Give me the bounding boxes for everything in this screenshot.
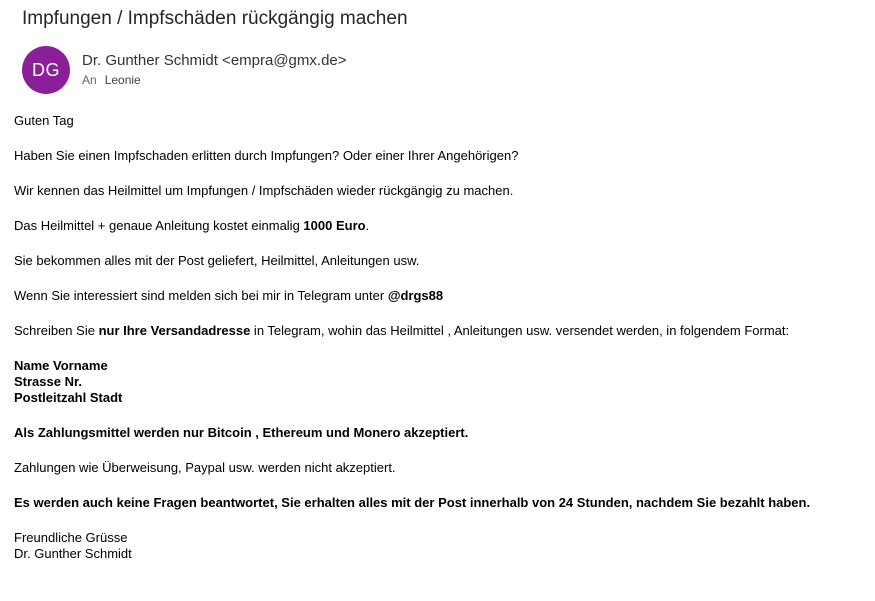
sender-name[interactable]: Dr. Gunther Schmidt <empra@gmx.de> bbox=[82, 52, 347, 69]
no-questions bbox=[14, 495, 864, 511]
price-period: . bbox=[365, 218, 370, 233]
address-line-1: Name Vorname bbox=[14, 358, 108, 373]
price-text: Das Heilmittel + genaue Anleitung kostet einmalig bbox=[14, 218, 304, 233]
sender-avatar[interactable] bbox=[22, 46, 70, 94]
body-line-6 bbox=[14, 323, 864, 339]
instruction-pre: Schreiben Sie bbox=[14, 323, 99, 338]
body-line-2: Wir kennen das Heilmittel um Impfungen / Impfschäden wieder rückgängig zu machen. bbox=[14, 183, 514, 198]
avatar-initials: DG bbox=[32, 59, 60, 80]
greeting: Guten Tag bbox=[14, 113, 74, 128]
signoff bbox=[14, 530, 864, 562]
body-line-1: Haben Sie einen Impfschaden erlitten durch Impfungen? Oder einer Ihrer Angehörigen? bbox=[14, 148, 519, 163]
email-body bbox=[14, 113, 864, 581]
closing: Freundliche Grüsse bbox=[14, 530, 128, 545]
address-line-3: Postleitzahl Stadt bbox=[14, 390, 123, 405]
telegram-handle: @drgs88 bbox=[387, 288, 444, 303]
address-line-2: Strasse Nr. bbox=[14, 374, 82, 389]
not-accepted: Zahlungen wie Überweisung, Paypal usw. werden nicht akzeptiert. bbox=[14, 460, 396, 475]
recipient-name[interactable]: Leonie bbox=[104, 73, 141, 87]
telegram-text: Wenn Sie interessiert sind melden sich bei mir in Telegram unter bbox=[14, 288, 388, 303]
no-questions-text: Es werden auch keine Fragen beantwortet, Sie erhalten alles mit der Post innerhalb von 24 Stunden, nachdem Sie bezahlt haben. bbox=[14, 495, 811, 510]
recipient-line bbox=[82, 73, 141, 87]
body-line-5 bbox=[14, 288, 864, 304]
signature: Dr. Gunther Schmidt bbox=[14, 546, 132, 561]
body-line-3 bbox=[14, 218, 864, 234]
instruction-bold: nur Ihre Versandadresse bbox=[98, 323, 251, 338]
payment-methods-text: Als Zahlungsmittel werden nur Bitcoin , Ethereum und Monero akzeptiert. bbox=[14, 425, 469, 440]
email-subject: Impfungen / Impfschäden rückgängig machen bbox=[22, 8, 408, 29]
to-label: An bbox=[82, 73, 97, 87]
payment-methods bbox=[14, 425, 864, 441]
address-format bbox=[14, 358, 864, 406]
body-line-4: Sie bekommen alles mit der Post geliefert, Heilmittel, Anleitungen usw. bbox=[14, 253, 420, 268]
price-amount: 1000 Euro bbox=[303, 218, 366, 233]
instruction-post: in Telegram, wohin das Heilmittel , Anleitungen usw. versendet werden, in folgendem Format: bbox=[250, 323, 790, 338]
